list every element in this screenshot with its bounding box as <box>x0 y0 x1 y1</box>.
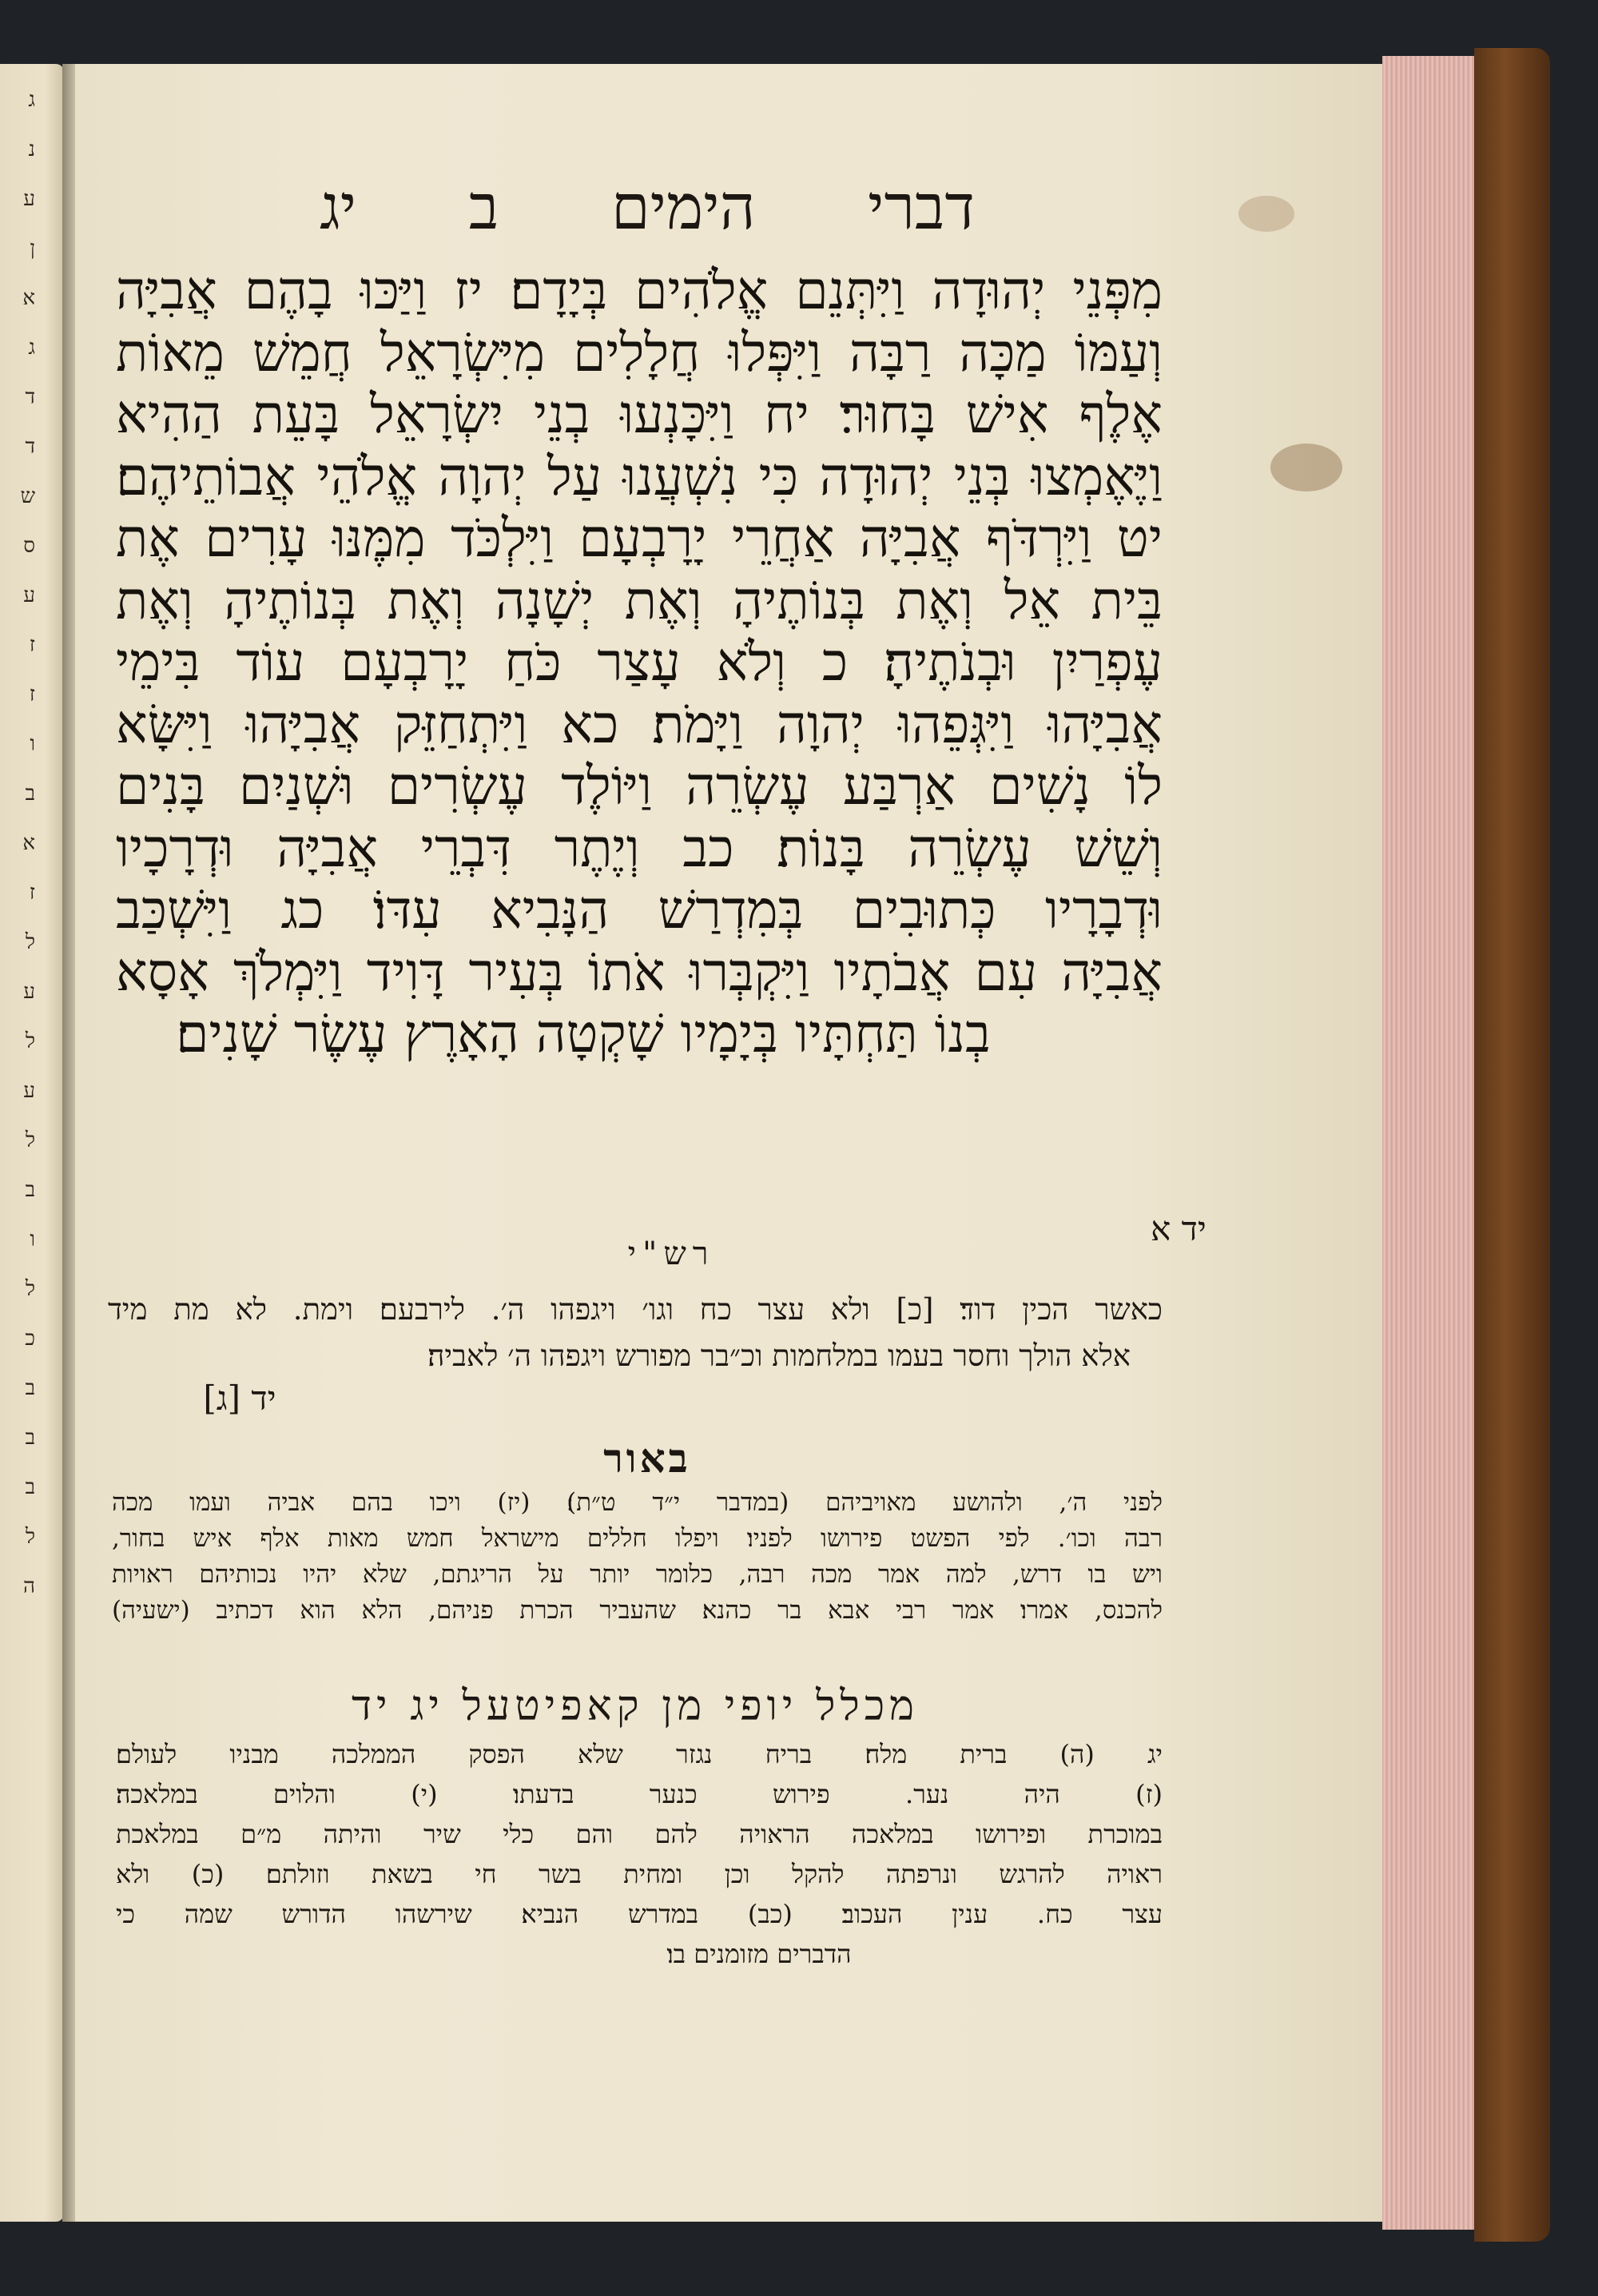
left-margin-letter: א <box>22 831 35 855</box>
main-text-line: מִפְּנֵי יְהוּדָה וַיִּתְּנֵם אֱלֹהִים בְּיָדָם׃ יז וַיַּכּוּ בָהֶם אֲבִיָּה <box>116 260 1163 321</box>
main-text-line: לוֹ נָשִׁים אַרְבַּע עֶשְׂרֵה וַיּוֹלֶד עֶשְׂרִים וּשְׁנַיִם בָּנִים <box>116 755 1163 817</box>
left-margin-letter: נ <box>28 137 35 161</box>
main-text-line: וְשֵׁשׁ עֶשְׂרֵה בָּנוֹת׃ כב וְיֶתֶר דִּבְרֵי אֲבִיָּה וּדְרָכָיו <box>116 817 1163 879</box>
left-page-edge <box>0 64 64 2222</box>
main-text-line: וְעַמּוֹ מַכָּה רַבָּה וַיִּפְּלוּ חֲלָלִים מִיִּשְׂרָאֵל חֲמֵשׁ מֵאוֹת <box>116 321 1163 384</box>
catchword-main: יד א <box>1151 1209 1206 1248</box>
running-head-chapter: יג <box>320 172 357 244</box>
main-text-line: יט וַיִּרְדֹּף אֲבִיָּה אַחֲרֵי יָרָבְעָם וַיִּלְכֹּד מִמֶּנּוּ עָרִים אֶת <box>116 507 1163 569</box>
main-text-line: אֲבִיָּהוּ וַיִּגְּפֵהוּ יְהוָה וַיָּמֹת׃ כא וַיִּתְחַזֵּק אֲבִיָּהוּ וַיִּשָּׂא <box>116 693 1163 755</box>
leather-cover <box>1474 48 1550 2242</box>
left-margin-letter: ע <box>23 1079 35 1103</box>
left-margin-letter: ד <box>25 435 35 459</box>
running-head-part: ב <box>468 172 499 244</box>
left-margin-letter: ל <box>25 1525 35 1549</box>
left-margin-letter: ז <box>29 633 35 657</box>
page-fore-edge <box>1382 56 1478 2230</box>
left-margin-letter: ש <box>20 484 35 508</box>
left-margin-letter: ב <box>25 1376 35 1400</box>
stain <box>1238 196 1294 232</box>
main-text-line: וַיֶּאֶמְצוּ בְּנֵי יְהוּדָה כִּי נִשְׁעֲנוּ עַל יְהוָה אֱלֹהֵי אֲבוֹתֵיהֶם׃ <box>116 445 1163 507</box>
rashi-heading: רש"י <box>627 1236 715 1272</box>
left-margin-letter: ז <box>29 881 35 905</box>
main-text <box>116 260 1163 1065</box>
left-margin-letter: ב <box>25 1426 35 1450</box>
left-margin-letter: ג <box>28 88 35 112</box>
left-margin-letter: ב <box>25 1475 35 1499</box>
mikhlal-line: הדברים מזומנים בו׃ <box>666 1939 852 1969</box>
biur-heading: באור <box>603 1435 691 1482</box>
left-margin-letter: ז <box>29 682 35 706</box>
rashi-commentary <box>108 1287 1163 1379</box>
main-text-line: עֶפְרַיִן וּבְנֹתֶיהָ׃ כ וְלֹא עָצַר כֹּחַ יָרָבְעָם עוֹד בִּימֵי <box>116 631 1163 693</box>
left-margin-letter: ד <box>25 385 35 409</box>
left-margin-letter: ג <box>28 336 35 360</box>
biur-line: להכנס, אמרו׃ אמר רבי אבא בר כהנא׃ שהעביר הכרת פניהם, הלא הוא דכתיב (ישעיה) <box>112 1596 1163 1625</box>
mikhlal-line: (ז) היה נער. פירוש כנער בדעתו׃ (י) והלוים במלאכה׃ <box>116 1779 1163 1809</box>
mikhlal-line: יג (ה) ברית מלח׃ בריח נגזר שלא הפסק הממלכה מבניו לעולם׃ <box>116 1739 1163 1769</box>
running-head-subtitle: הימים <box>610 172 756 244</box>
main-text-line: בְנוֹ תַּחְתָּיו בְּיָמָיו שָׁקְטָה הָאָרֶץ עֶשֶׂר שָׁנִים׃ <box>176 1003 991 1064</box>
left-margin-letter: א <box>22 286 35 310</box>
stain <box>1270 444 1342 491</box>
left-margin-letter: ע <box>23 583 35 607</box>
left-margin-letter: ס <box>23 534 35 558</box>
mikhlal-line: במוכרת ופירושו במלאכה הראויה להם והם כלי שיר והיתה מ״ם במלאכת <box>116 1819 1163 1849</box>
left-margin-letter: ע <box>23 980 35 1004</box>
left-margin-letter: ו <box>30 1228 35 1251</box>
main-text-line: וּדְבָרָיו כְּתוּבִים בְּמִדְרַשׁ הַנָּבִיא עִדּוֹ׃ כג וַיִּשְׁכַּב <box>116 879 1163 941</box>
left-margin-letter: ב <box>25 1178 35 1202</box>
rashi-line: אלא הולך וחסר בעמו במלחמות וכ״בר מפורש ויגפהו ה׳ לאביה׃ <box>427 1339 1131 1373</box>
left-margin-letter: ע <box>23 187 35 211</box>
rashi-catchword: יד [ג] <box>203 1379 276 1418</box>
main-text-line: אֶלֶף אִישׁ בָּחוּר׃ יח וַיִּכָּנְעוּ בְנֵי יִשְׂרָאֵל בָּעֵת הַהִיא <box>116 384 1163 445</box>
left-margin-letter: ן <box>30 237 35 261</box>
left-margin-letter: ה <box>23 1574 35 1598</box>
biur-line: רבה וכו׳. לפי הפשט פירושו לפניו׃ ויפלו חללים מישראל חמש מאות אלף איש בחור, <box>112 1524 1163 1553</box>
left-margin-letter: ל <box>25 1128 35 1152</box>
left-margin-letter: ו <box>30 732 35 756</box>
left-margin-letter: ל <box>25 930 35 954</box>
mikhlal-yofi-commentary <box>116 1734 1163 1974</box>
left-margin-letter: כ <box>25 1327 35 1351</box>
running-head-book: דברי <box>868 172 975 244</box>
left-margin-letter: ל <box>25 1029 35 1053</box>
biur-line: ויש בו דרש, למה אמר מכה רבה, כלומר יותר על הריגתם, שלא יהיו נכותיהם ראויות <box>112 1560 1163 1589</box>
mikhlal-line: ראויה להרגש ונרפתה להקל וכן ומחית בשר חי בשאת וזולתם׃ (כ) ולא <box>116 1859 1163 1889</box>
mikhlal-line: עצר כח. ענין העכוב׃ (כב) במדרש הנביא׃ שירשהו הדורש שמה כי <box>116 1899 1163 1929</box>
mikhlal-yofi-heading: מכלל יופי מן קאפיטעל יג יד <box>352 1682 919 1730</box>
main-text-line: בֵּית אֵל וְאֶת בְּנוֹתֶיהָ וְאֶת יְשָׁנָה וְאֶת בְּנוֹתֶיהָ וְאֶת <box>116 569 1163 631</box>
left-margin-letter: ב <box>25 782 35 806</box>
left-margin-letter: ל <box>25 1277 35 1301</box>
left-page-margin-letters <box>0 64 40 2222</box>
main-text-line: אֲבִיָּה עִם אֲבֹתָיו וַיִּקְבְּרוּ אֹתוֹ בְּעִיר דָּוִיד וַיִּמְלֹךְ אָסָא <box>116 941 1163 1003</box>
biur-line: לפני ה׳, ולהושע מאויביהם (במדבר י״ד ט״ת)׃ (יז) ויכו בהם אביה ועמו מכה <box>112 1488 1163 1517</box>
biur-commentary <box>112 1485 1163 1629</box>
rashi-line: כאשר הכין דוד׃ [כ] ולא עצר כח וגו׳ ויגפהו ה׳. לירבעם׃ וימת. לא מת מיד <box>108 1292 1163 1327</box>
running-head <box>320 168 975 248</box>
